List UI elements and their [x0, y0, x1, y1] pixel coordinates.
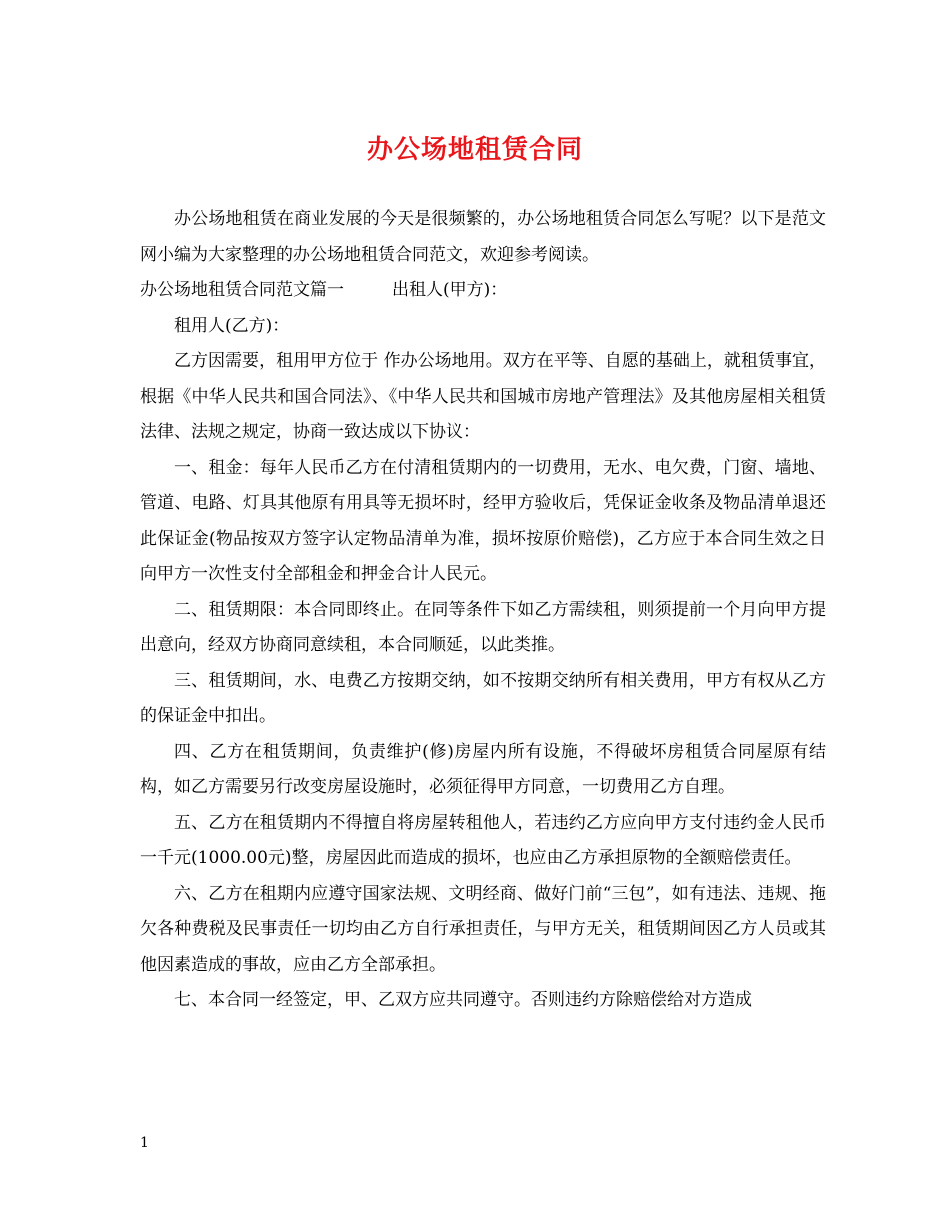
lessee-label: 租用人(乙方)：	[174, 315, 290, 336]
contract-paragraph: 乙方因需要，租用甲方位于 作办公场地用。双方在平等、自愿的基础上，就租赁事宜，根据《中华人民共和国合同法》、《中华人民共和国城市房地产管理法》及其他房屋相关租赁法律、法规之规定，协商一致达成以下协议：	[140, 351, 826, 442]
intro-paragraph: 办公场地租赁在商业发展的今天是很频繁的，办公场地租赁合同怎么写呢？以下是范文网小编为大家整理的办公场地租赁合同范文，欢迎参考阅读。	[140, 209, 826, 265]
section-heading: 办公场地租赁合同范文篇一	[140, 280, 344, 300]
document-title: 办公场地租赁合同	[366, 135, 583, 165]
clause-utilities: 三、租赁期间，水、电费乙方按期交纳，如不按期交纳所有相关费用，甲方有权从乙方的保证金中扣出。	[140, 670, 826, 726]
clause-effect: 七、本合同一经签定，甲、乙双方应共同遵守。否则违约方除赔偿给对方造成	[174, 990, 752, 1010]
lessor-label: 出租人(甲方)：	[392, 280, 508, 300]
clause-maintenance: 四、乙方在租赁期间，负责维护(修)房屋内所有设施，不得破坏房租赁合同屋原有结构，如乙方需要另行改变房屋设施时，必须征得甲方同意，一切费用乙方自理。	[140, 741, 826, 797]
clause-rent: 一、租金：每年人民币乙方在付清租赁期内的一切费用，无水、电欠费，门窗、墙地、管道、电路、灯具其他原有用具等无损坏时，经甲方验收后，凭保证金收条及物品清单退还此保证金(物品按双方签字认定物品清单为准，损坏按原价赔偿)，乙方应于本合同生效之日向甲方一次性支付全部租金和押金合计人民元。	[140, 457, 826, 584]
section-heading-line	[140, 273, 826, 309]
clause-compliance: 六、乙方在租期内应遵守国家法规、文明经商、做好门前“三包”，如有违法、违规、拖欠各种费税及民事责任一切均由乙方自行承担责任，与甲方无关，租赁期间因乙方人员或其他因素造成的事故，应由乙方全部承担。	[140, 883, 826, 975]
page-number: 1	[140, 1135, 149, 1151]
clause-term: 二、租赁期限：本合同即终止。在同等条件下如乙方需续租，则须提前一个月向甲方提出意向，经双方协商同意续租，本合同顺延，以此类推。	[140, 599, 826, 655]
document-body	[140, 202, 826, 1019]
clause-sublease: 五、乙方在租赁期内不得擅自将房屋转租他人，若违约乙方应向甲方支付违约金人民币一千元(1000.00元)整，房屋因此而造成的损坏，也应由乙方承担原物的全额赔偿责任。	[140, 812, 826, 868]
